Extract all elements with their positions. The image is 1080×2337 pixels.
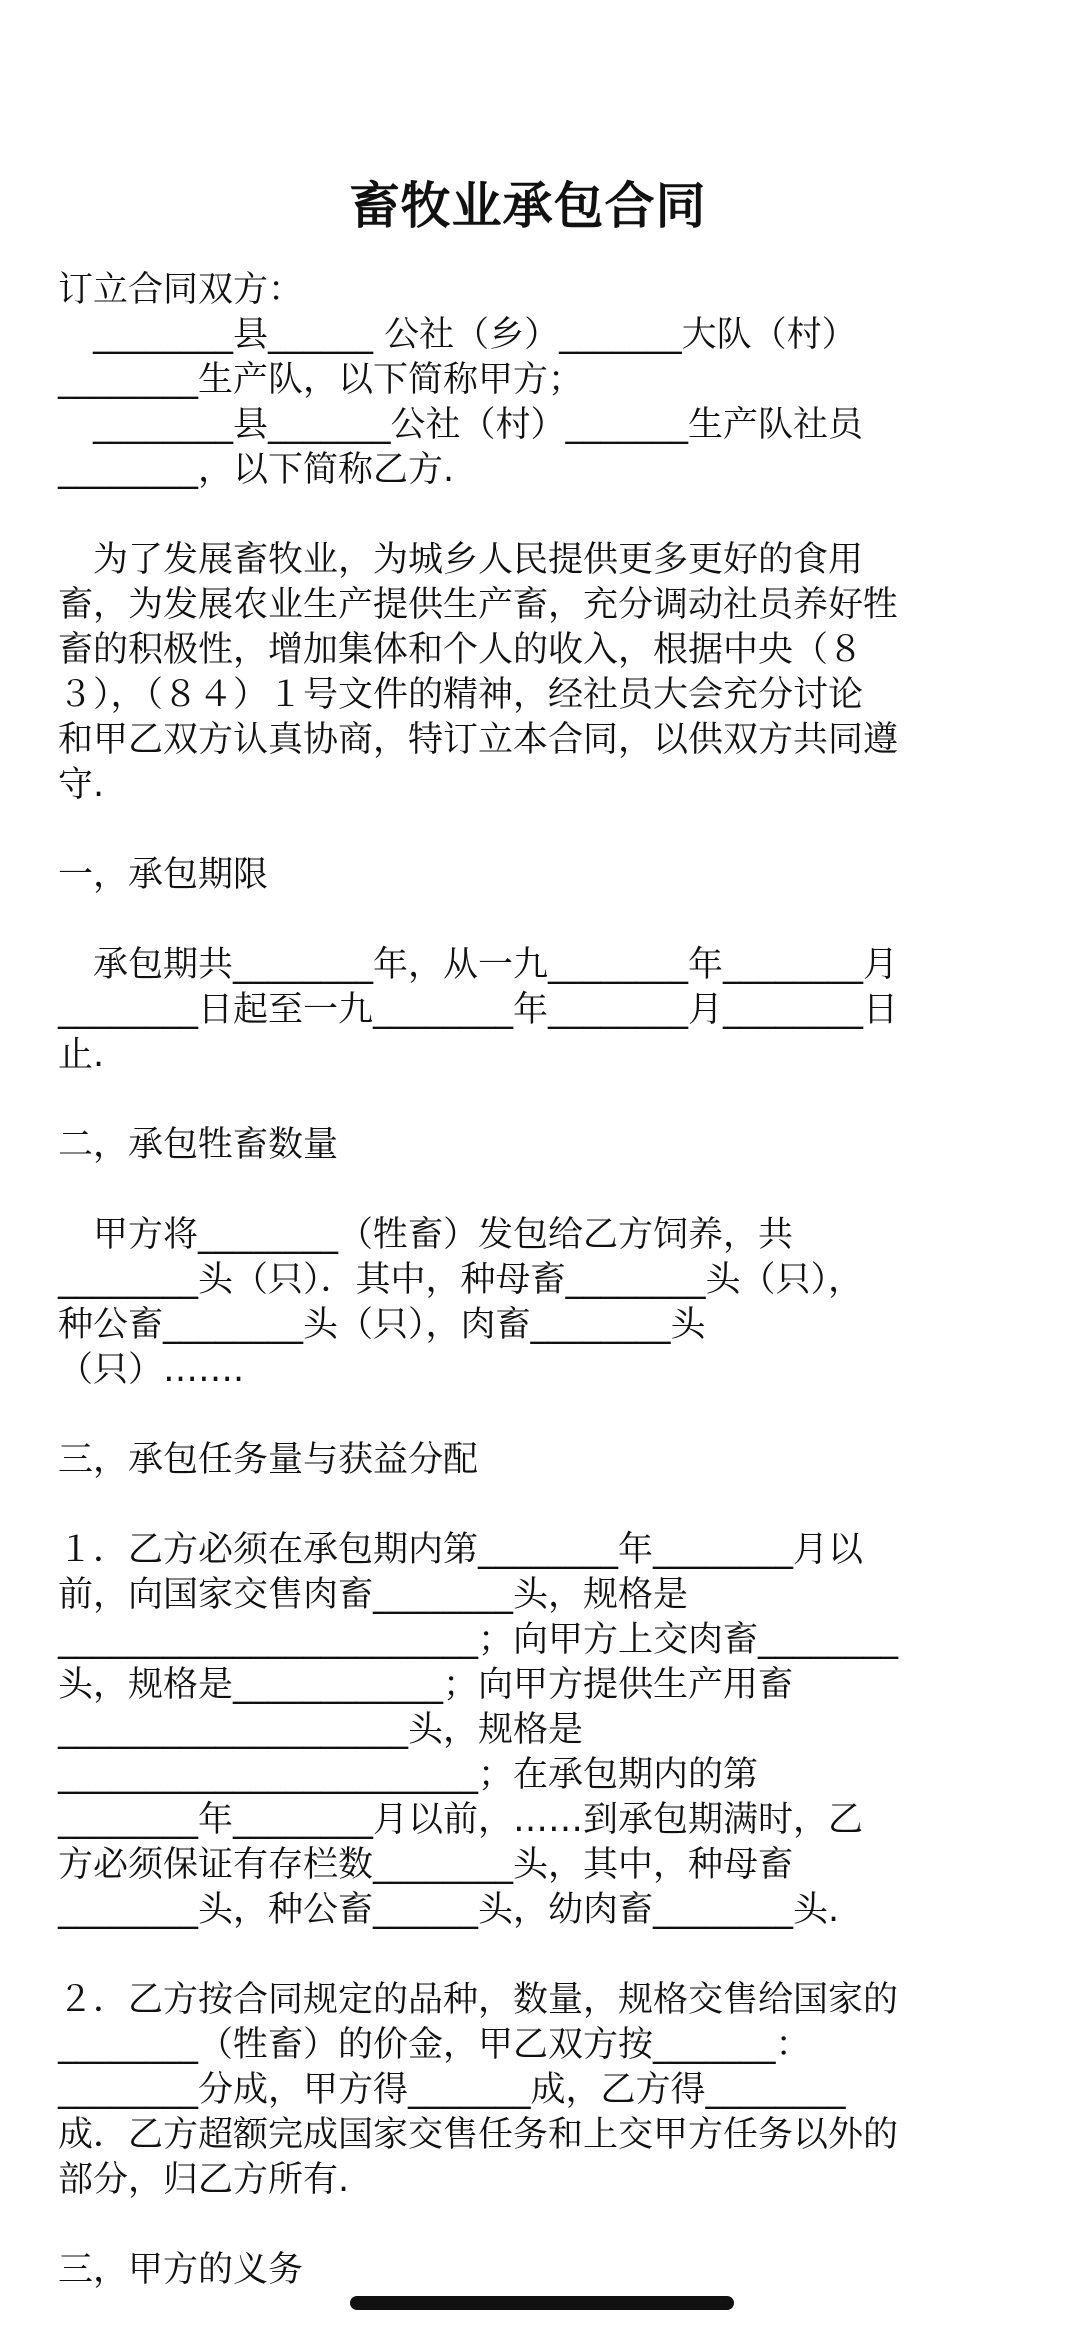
text-line: （只）…….	[58, 1350, 245, 1390]
paragraph-gap	[58, 2203, 998, 2248]
text-line: ________年________月以前，……到承包期满时，乙	[58, 1800, 864, 1840]
text-line: ________头（只）．其中，种母畜________头（只），	[58, 1260, 864, 1300]
home-indicator-bar[interactable]	[350, 2296, 734, 2310]
text-line: 畜，为发展农业生产提供生产畜，充分调动社员养好牲	[58, 585, 899, 625]
paragraph-gap	[58, 898, 998, 943]
text-line: 为了发展畜牧业，为城乡人民提供更多更好的食用	[58, 540, 864, 580]
text-line: 三，甲方的义务	[58, 2250, 304, 2290]
text-line: ________分成，甲方得_______成，乙方得________	[58, 2070, 846, 2110]
text-line: 止.	[58, 1035, 105, 1075]
contract-body	[58, 268, 998, 2293]
text-line: 前，向国家交售肉畜________头，规格是	[58, 1575, 689, 1615]
text-line: ________（牲畜）的价金，甲乙双方按_______：	[58, 2025, 811, 2065]
paragraph-gap	[58, 1483, 998, 1528]
text-line: ３），（８４）１号文件的精神，经社员大会充分讨论	[58, 675, 864, 715]
text-line: 头，规格是____________；向甲方提供生产用畜	[58, 1665, 794, 1705]
text-line: ________县______ 公社（乡）_______大队（村）	[58, 315, 857, 355]
text-line: 成．乙方超额完成国家交售任务和上交甲方任务以外的	[58, 2115, 899, 2155]
text-line: ________头，种公畜______头，幼肉畜________头.	[58, 1890, 840, 1930]
text-line: 种公畜________头（只），肉畜________头	[58, 1305, 706, 1345]
document-title: 畜牧业承包合同	[349, 177, 707, 235]
text-line: １．乙方必须在承包期内第________年________月以	[58, 1530, 864, 1570]
text-line: ____________________头，规格是	[58, 1710, 584, 1750]
paragraph-gap	[58, 1393, 998, 1438]
text-line: 守.	[58, 765, 105, 805]
text-line: 一，承包期限	[58, 855, 269, 895]
text-line: 二，承包牲畜数量	[58, 1125, 339, 1165]
text-line: ________，以下简称乙方.	[58, 450, 455, 490]
paragraph-gap	[58, 493, 998, 538]
text-line: ________________________；向甲方上交肉畜________	[58, 1620, 899, 1660]
text-line: 承包期共________年，从一九________年________月	[58, 945, 899, 985]
text-line: 畜的积极性，增加集体和个人的收入，根据中央（８	[58, 630, 864, 670]
text-line: 订立合同双方：	[58, 270, 304, 310]
paragraph-gap	[58, 1933, 998, 1978]
paragraph-gap	[58, 1168, 998, 1213]
text-line: ________县_______公社（村）_______生产队社员	[58, 405, 864, 445]
text-line: ________________________；在承包期内的第	[58, 1755, 759, 1795]
text-line: 三，承包任务量与获益分配	[58, 1440, 479, 1480]
text-line: ２．乙方按合同规定的品种，数量，规格交售给国家的	[58, 1980, 899, 2020]
text-line: 和甲乙双方认真协商，特订立本合同，以供双方共同遵	[58, 720, 899, 760]
text-line: 甲方将________（牲畜）发包给乙方饲养，共	[58, 1215, 794, 1255]
paragraph-gap	[58, 1078, 998, 1123]
text-line: ________日起至一九________年________月________日	[58, 990, 899, 1030]
text-line: 方必须保证有存栏数________头，其中，种母畜	[58, 1845, 794, 1885]
paragraph-gap	[58, 808, 998, 853]
text-line: 部分，归乙方所有.	[58, 2160, 350, 2200]
text-line: ________生产队，以下简称甲方；	[58, 360, 584, 400]
